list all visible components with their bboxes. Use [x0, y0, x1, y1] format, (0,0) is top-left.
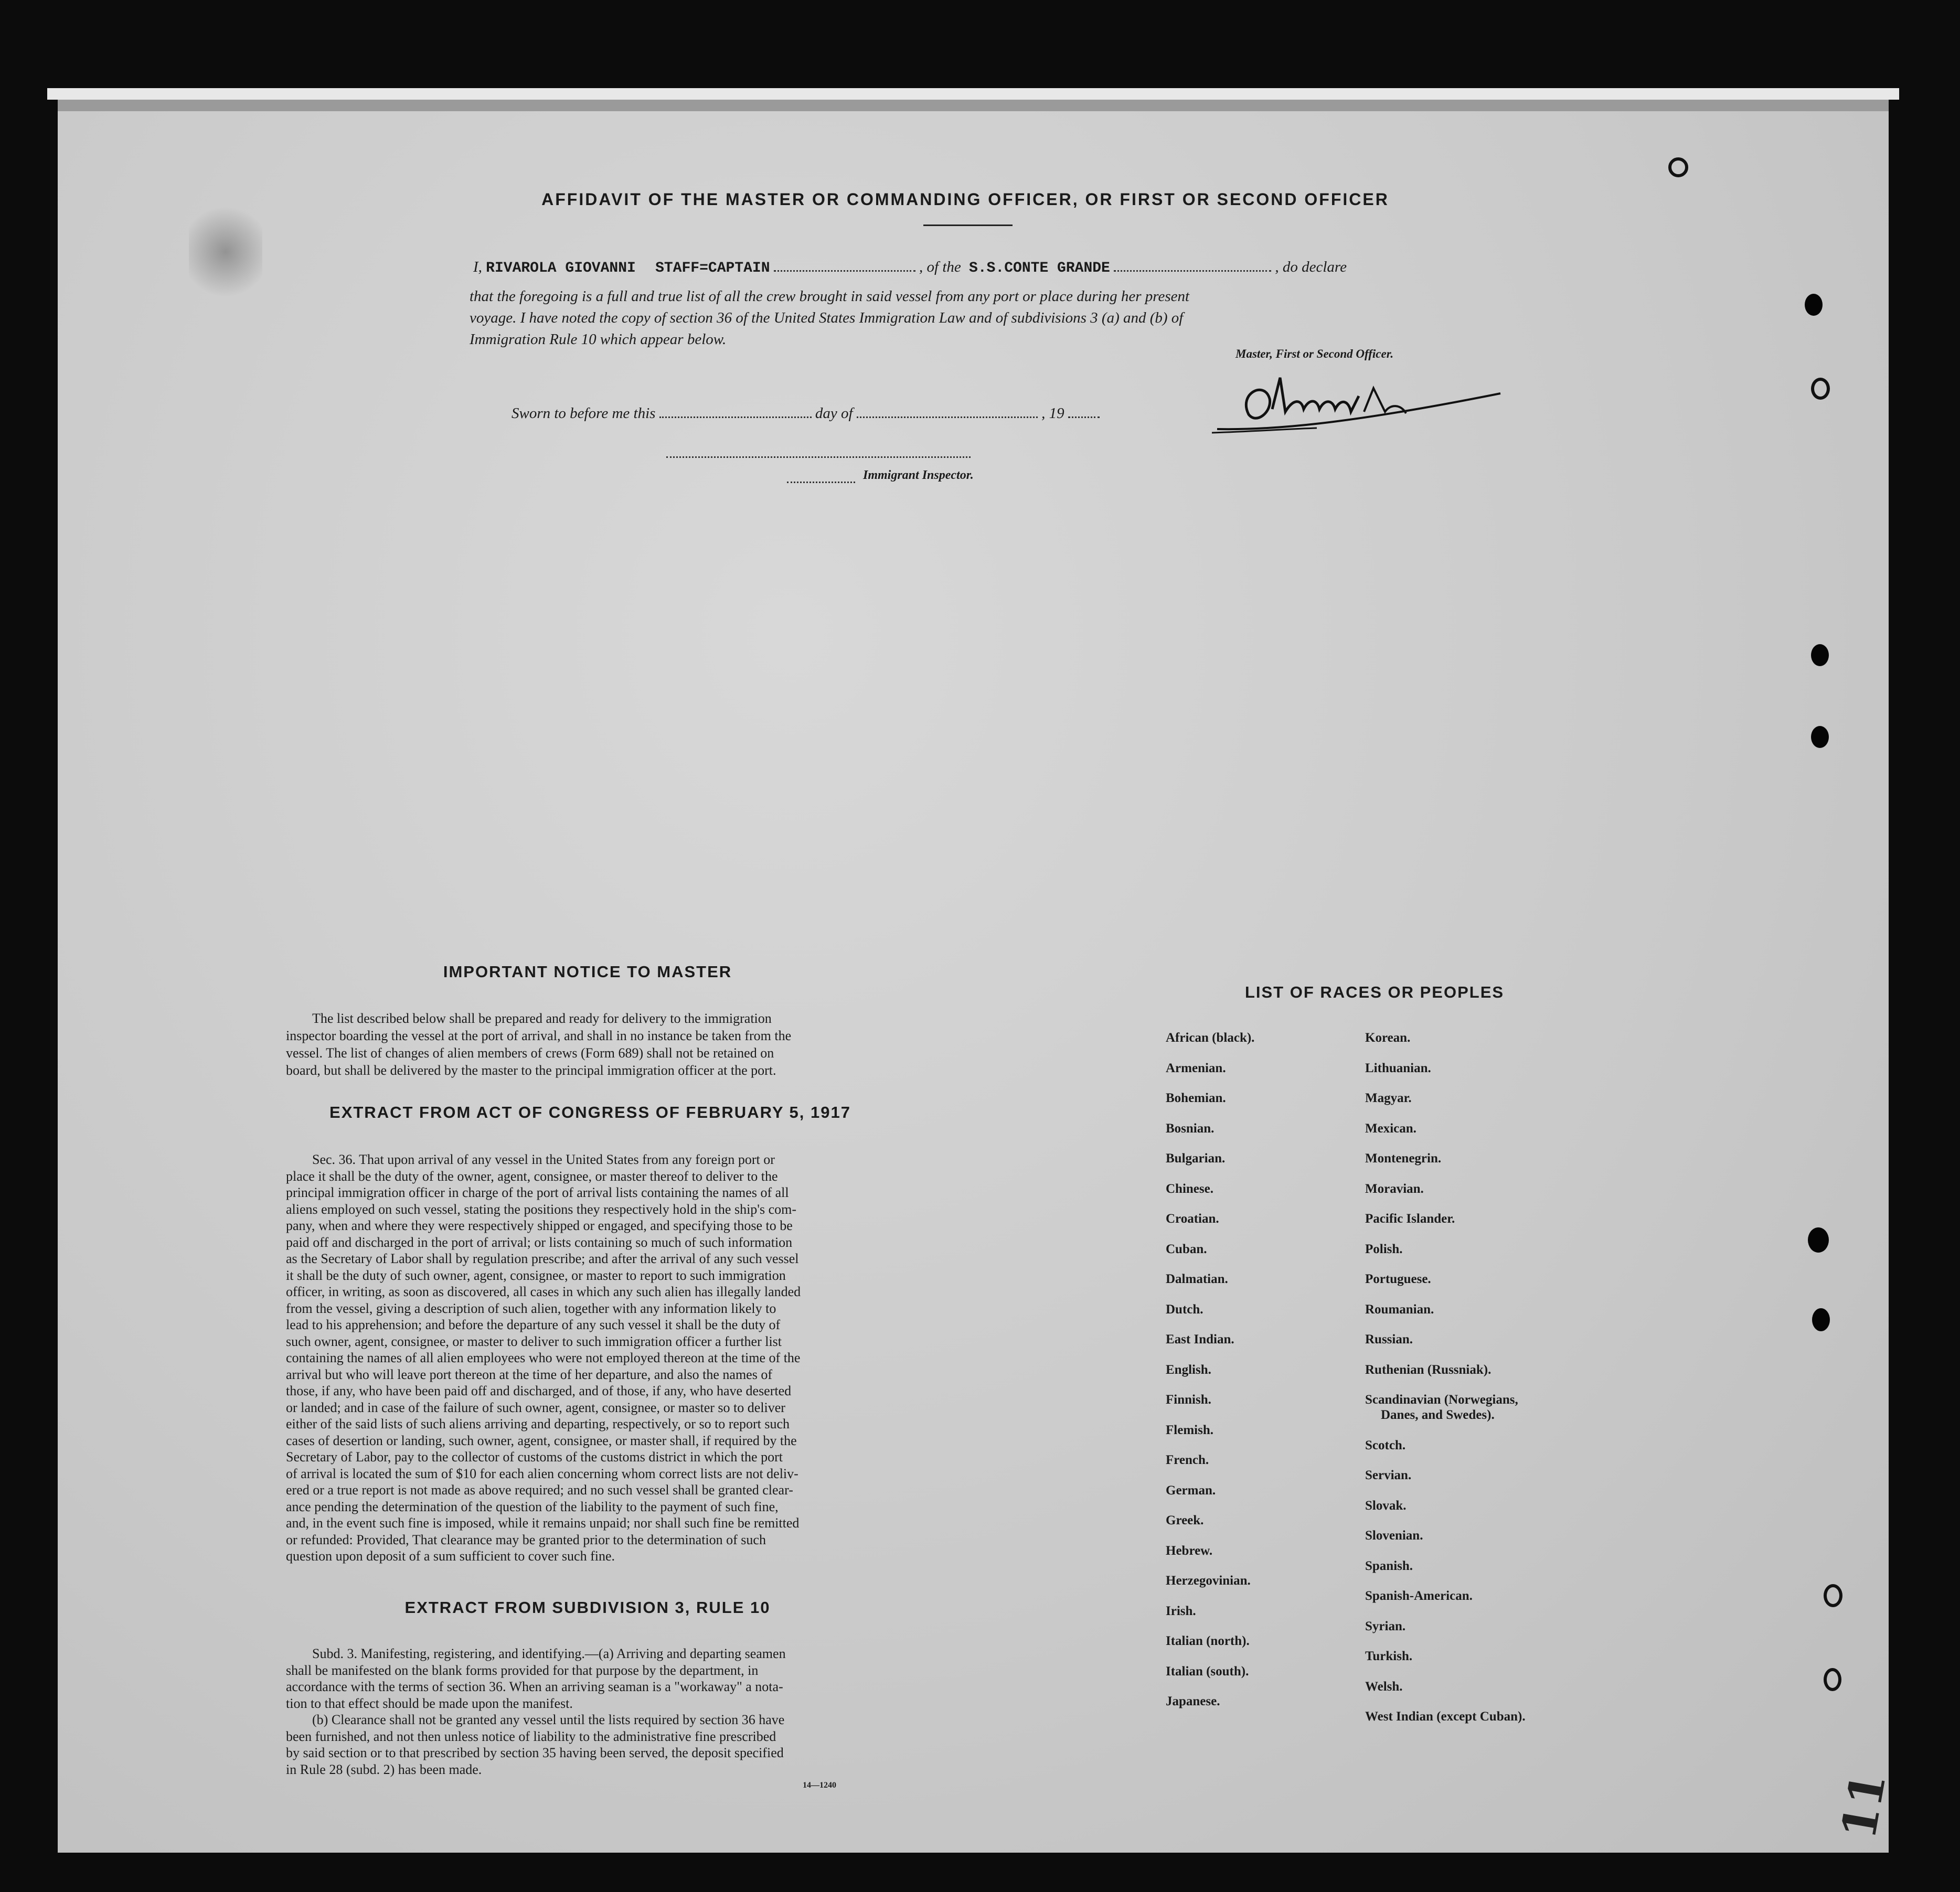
race-item: Pacific Islander.: [1365, 1212, 1455, 1226]
vessel-name: S.S.CONTE GRANDE: [969, 260, 1110, 276]
act-title: EXTRACT FROM ACT OF CONGRESS OF FEBRUARY 5, 1917: [329, 1103, 851, 1121]
binder-hole: [1812, 1308, 1830, 1331]
race-item: Spanish.: [1365, 1558, 1413, 1573]
binder-hole: [1824, 1584, 1842, 1607]
act-line: principal immigration officer in charge of the port of arrival lists containing the names of all: [286, 1185, 789, 1200]
race-item: Ruthenian (Russniak).: [1365, 1362, 1492, 1377]
act-line: those, if any, who have been paid off and discharged, and of those, if any, who have deserted: [286, 1383, 792, 1398]
race-item: Polish.: [1365, 1242, 1403, 1256]
act-line: aliens employed on such vessel, stating the positions they respectively hold in the ship's com-: [286, 1201, 797, 1217]
race-item: Portuguese.: [1365, 1272, 1431, 1286]
binder-hole: [1811, 378, 1830, 400]
act-line: question upon deposit of a sum sufficient to cover such fine.: [286, 1548, 615, 1564]
binder-hole: [1808, 1227, 1829, 1253]
act-line: arrival but who will leave port thereon at the time of her departure, and also the names of: [286, 1366, 772, 1382]
act-line: place it shall be the duty of the owner, agent, consignee, or master thereof to deliver to the: [286, 1168, 778, 1184]
race-item: Irish.: [1166, 1604, 1196, 1618]
rule-line: in Rule 28 (subd. 2) has been made.: [286, 1761, 482, 1777]
race-item: Roumanian.: [1365, 1302, 1434, 1317]
race-item: Hebrew.: [1166, 1543, 1213, 1558]
declarant-name: RIVAROLA GIOVANNI: [486, 260, 636, 276]
race-item: Italian (north).: [1166, 1634, 1250, 1648]
race-item: Slovenian.: [1365, 1528, 1423, 1543]
signature-caption: Master, First or Second Officer.: [1235, 347, 1394, 360]
rule-body: [286, 1645, 894, 1778]
act-line: ered or a true report is not made as above required; and no such vessel shall be granted clear-: [286, 1482, 793, 1498]
race-item: Bosnian.: [1166, 1121, 1215, 1136]
notice-line: inspector boarding the vessel at the port of arrival, and shall in no instance be taken from the: [286, 1028, 792, 1043]
officer-signature: [1207, 367, 1521, 441]
race-item: East Indian.: [1166, 1332, 1234, 1346]
affidavit-line-1: [473, 259, 1460, 276]
act-line: cases of desertion or landing, such owner, agent, consignee, or master shall, if required by the: [286, 1433, 797, 1448]
sworn-day-field: [659, 416, 812, 418]
race-item: Lithuanian.: [1365, 1061, 1431, 1075]
notice-line: The list described below shall be prepared and ready for delivery to the immigration: [312, 1011, 772, 1026]
race-item: Cuban.: [1166, 1242, 1207, 1256]
race-item: Flemish.: [1166, 1423, 1213, 1437]
race-item: German.: [1166, 1483, 1216, 1498]
sworn-month-field: [857, 416, 1038, 418]
act-line: lead to his apprehension; and before the departure of any such vessel it shall be the duty of: [286, 1317, 781, 1332]
race-item: Dalmatian.: [1166, 1272, 1228, 1286]
declarant-prefix: I,: [473, 259, 482, 275]
notice-title: IMPORTANT NOTICE TO MASTER: [443, 963, 732, 981]
race-item: Bulgarian.: [1166, 1151, 1226, 1166]
page-edge: [47, 88, 1899, 100]
race-item: Finnish.: [1166, 1393, 1211, 1407]
affidavit-line-4: Immigration Rule 10 which appear below.: [470, 331, 727, 348]
race-item: Servian.: [1365, 1468, 1412, 1482]
vessel-fill-line: [1114, 270, 1271, 272]
race-item: Welsh.: [1365, 1679, 1403, 1694]
of-the-label: , of the: [919, 259, 961, 275]
rule-title: EXTRACT FROM SUBDIVISION 3, RULE 10: [404, 1598, 771, 1617]
act-line: and, in the event such fine is imposed, while it remains unpaid; nor shall such fine be remitted: [286, 1515, 800, 1531]
race-item: Montenegrin.: [1365, 1151, 1442, 1166]
race-item: Dutch.: [1166, 1302, 1203, 1317]
declarant-rank: STAFF=CAPTAIN: [655, 260, 770, 276]
act-line: or refunded: Provided, That clearance may be granted prior to the determination of such: [286, 1532, 766, 1547]
affidavit-title: AFFIDAVIT OF THE MASTER OR COMMANDING OFFICER, OR FIRST OR SECOND OFFICER: [541, 190, 1389, 209]
rule-line: accordance with the terms of section 36. When an arriving seaman is a "workaway" a nota-: [286, 1679, 783, 1694]
act-line: Sec. 36. That upon arrival of any vessel in the United States from any foreign port or: [312, 1152, 775, 1167]
act-line: pany, when and where they were respectively shipped or engaged, and specifying those to be: [286, 1218, 793, 1233]
form-number: 14—1240: [803, 1781, 836, 1790]
act-line: such owner, agent, consignee, or master to deliver to such immigration officer a further list: [286, 1333, 782, 1349]
race-item: Syrian.: [1365, 1619, 1406, 1633]
day-of-label: day of: [815, 405, 853, 422]
inspector-signature-line-2: [787, 482, 855, 483]
race-item: West Indian (except Cuban).: [1365, 1709, 1526, 1724]
inspector-caption: Immigrant Inspector.: [863, 468, 974, 482]
notice-body: [286, 1010, 894, 1079]
act-line: or landed; and in case of the failure of such owner, agent, consignee, or master so to deliver: [286, 1399, 785, 1415]
race-item: Bohemian.: [1166, 1091, 1226, 1105]
affidavit-line-3: voyage. I have noted the copy of section 36 of the United States Immigration Law and of subdivisions 3 (a) and (b) of: [470, 309, 1184, 326]
act-line: containing the names of all alien employees who were not employed thereon at the time of the: [286, 1350, 801, 1365]
race-item: Chinese.: [1166, 1181, 1213, 1196]
race-item: Korean.: [1365, 1031, 1411, 1045]
race-item: Danes, and Swedes).: [1381, 1408, 1495, 1422]
race-item: Italian (south).: [1166, 1664, 1249, 1679]
binder-hole: [1805, 294, 1823, 316]
act-body: [286, 1151, 889, 1565]
affidavit-line-2: that the foregoing is a full and true list of all the crew brought in said vessel from any port or place during her present: [470, 288, 1190, 305]
rule-line: (b) Clearance shall not be granted any vessel until the lists required by section 36 have: [312, 1712, 785, 1727]
race-item: Armenian.: [1166, 1061, 1226, 1075]
rule-line: Subd. 3. Manifesting, registering, and identifying.—(a) Arriving and departing seamen: [312, 1646, 786, 1661]
act-line: of arrival is located the sum of $10 for each alien concerning whom correct lists are not deliv-: [286, 1466, 798, 1481]
sworn-line: [512, 405, 1194, 422]
race-item: Herzegovinian.: [1166, 1574, 1251, 1588]
rule-line: by said section or to that prescribed by section 35 having been served, the deposit specified: [286, 1745, 784, 1760]
document-sheet: [58, 100, 1889, 1853]
race-item: Slovak.: [1365, 1498, 1407, 1513]
title-rule: [923, 225, 1013, 226]
binder-hole: [1811, 644, 1829, 666]
rule-line: tion to that effect should be made upon the manifest.: [286, 1695, 573, 1711]
race-item: French.: [1166, 1453, 1209, 1467]
race-item: African (black).: [1166, 1031, 1255, 1045]
race-item: Greek.: [1166, 1513, 1204, 1527]
rule-line: shall be manifested on the blank forms provided for that purpose by the department, in: [286, 1662, 759, 1678]
binder-hole: [1824, 1668, 1841, 1691]
notice-line: board, but shall be delivered by the master to the principal immigration officer at the port.: [286, 1063, 776, 1078]
race-item: English.: [1166, 1362, 1211, 1377]
race-item: Scotch.: [1365, 1438, 1406, 1452]
act-line: officer, in writing, as soon as discovered, all cases in which any such alien has illegally landed: [286, 1284, 801, 1299]
act-line: either of the said lists of such aliens arriving and departing, respectively, or so to report such: [286, 1416, 790, 1431]
race-item: Russian.: [1365, 1332, 1413, 1346]
act-line: paid off and discharged in the port of arrival; or lists containing so much of such information: [286, 1234, 793, 1250]
margin-handwritten-mark: 11: [1830, 1769, 1897, 1843]
races-title: LIST OF RACES OR PEOPLES: [1244, 983, 1505, 1001]
sworn-label: Sworn to before me this: [512, 405, 656, 422]
act-line: as the Secretary of Labor shall by regulation prescribe; and after the arrival of any such vessel: [286, 1251, 799, 1266]
race-item: Spanish-American.: [1365, 1589, 1473, 1603]
act-line: from the vessel, giving a description of such alien, together with any information likely to: [286, 1300, 776, 1316]
act-line: it shall be the duty of such owner, agent, consignee, or master to report to such immigration: [286, 1267, 786, 1283]
race-item: Magyar.: [1365, 1091, 1412, 1105]
binder-hole: [1811, 726, 1829, 748]
year-label: , 19: [1041, 405, 1064, 422]
sworn-year-field: [1068, 416, 1100, 418]
race-item: Turkish.: [1365, 1649, 1413, 1663]
act-line: Secretary of Labor, pay to the collector of customs of the customs district in which the port: [286, 1449, 783, 1465]
notice-line: vessel. The list of changes of alien members of crews (Form 689) shall not be retained on: [286, 1045, 774, 1061]
inspector-signature-line: [666, 456, 971, 458]
race-item: Scandinavian (Norwegians,: [1365, 1393, 1518, 1407]
rule-line: been furnished, and not then unless notice of liability to the administrative fine prescribed: [286, 1728, 776, 1744]
binder-hole: [1668, 157, 1688, 177]
race-item: Japanese.: [1166, 1694, 1220, 1708]
race-item: Croatian.: [1166, 1212, 1219, 1226]
rank-fill-line: [774, 270, 915, 272]
do-declare-label: , do declare: [1275, 259, 1347, 275]
act-line: ance pending the determination of the question of the liability to the payment of such fine,: [286, 1499, 779, 1514]
race-item: Mexican.: [1365, 1121, 1416, 1136]
race-item: Moravian.: [1365, 1181, 1424, 1196]
corner-smudge: [189, 199, 262, 304]
